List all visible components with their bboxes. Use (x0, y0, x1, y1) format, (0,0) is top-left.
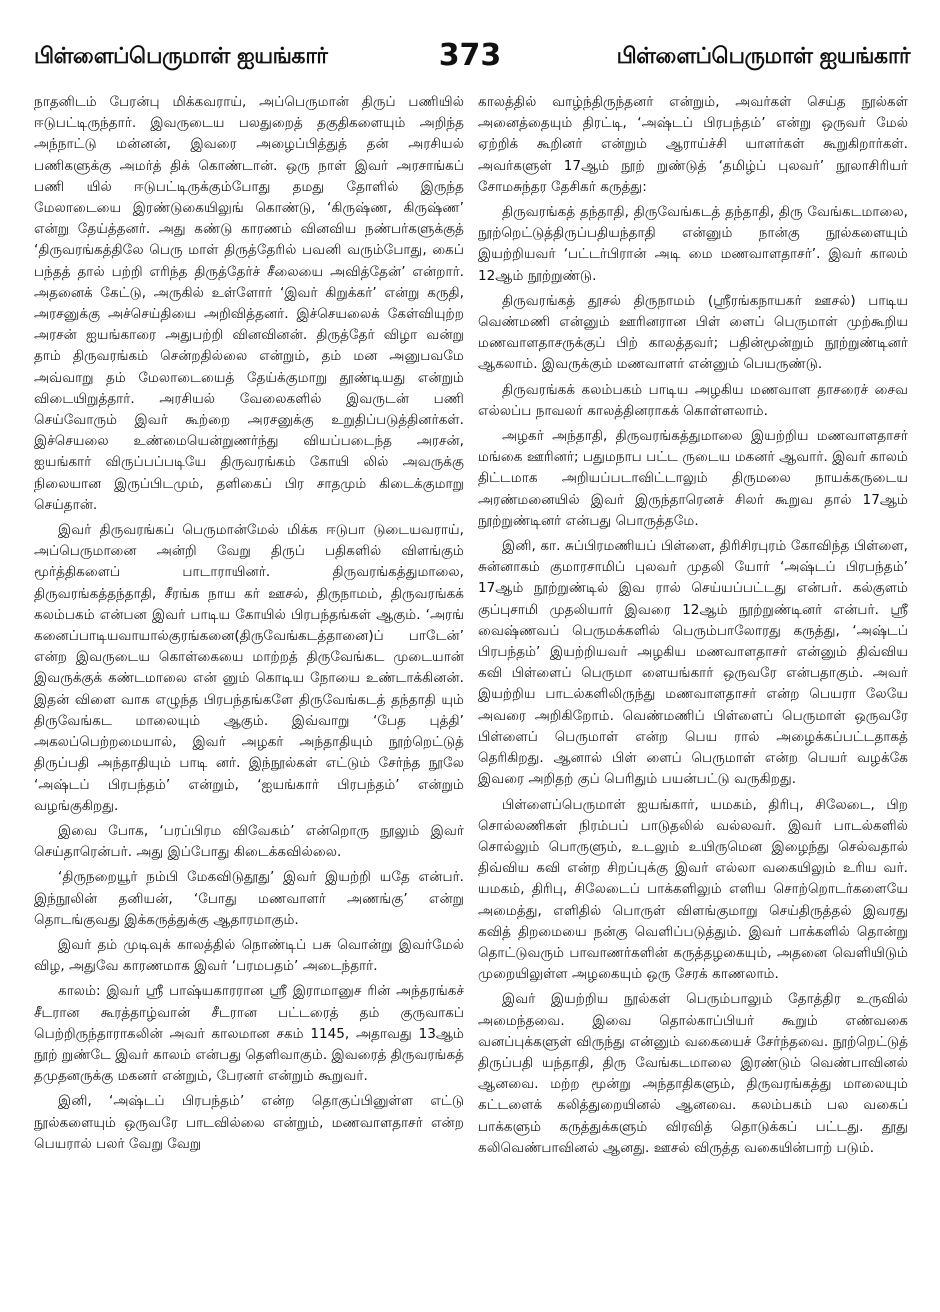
paragraph: இனி, கா. சுப்பிரமணியப் பிள்ளை, திரிசிரபுரம் கோவிந்த பிள்ளை, சுன்னாகம் குமாரசாமிப் புலவர் முதலி யோர் ‘அஷ்டப் பிரபந்தம்’ 17ஆம் நூற்றுண்டில் இவ ரால் செய்யப்பட்டது என்பர். கல்குளம் குப்புசாமி முதலியார் இவரை 12ஆம் நூற்றுண்டினர் என்பர். ஸ்ரீ வைஷ்ணவப் பெருமக்களில் பெரும்பாலோரது கருத்து, ‘அஷ்டப் பிரபந்தம்’ இயற்றியவர் அழகிய மணவாளதாசர் என்னும் திவ்விய கவி பிள்ளைப் பெருமா ளையங்கார் ஒருவரே என்பதாகும். அவர் இயற்றிய பாடல்களிலிருந்து மணவாளதாசர் என்ற பெயரா லேயே அவரை அறிகிறோம். வெண்மணிப் பிள்ளைப் பெருமாள் ஒருவரே பிள்ளைப் பெருமாள் என்ற பெய ரால் அழைக்கப்பட்டதாகத் தெரிகிறது. ஆனால் பிள் ளைப் பெருமாள் என்ற பெயர் வழக்கே இவரை அறிதற் குப் பெரிதும் பயன்பட்டு வருகிறது. (478, 538, 908, 788)
paragraph: இவர் திருவரங்கப் பெருமான்மேல் மிக்க ஈடுபா டுடையவராய், அப்பெருமானை அன்றி வேறு திருப் பதிகளில் விளங்கும் மூர்த்திகளைப் பாடாராயினர். திருவரங்கத்துமாலை, திருவரங்கத்தந்தாதி, சீரங்க நாய கர் ஊசல், திருநாமம், திருவரங்கக் கலம்பகம் என்பன இவர் பாடிய கோயில் பிரபந்தங்கள் ஆகும். ‘அரங் கனைப்பாடியவாயால்குரங்கனை(திருவேங்கடத்தானை)ப் பாடேன்’ என்ற இவருடைய கொள்கையை மாற்றத் திருவேங்கட முடையான் இவருக்குக் கண்டமாலை என் னும் கொடிய நோயை உண்டாக்கினன். இதன் விளை வாக எழுந்த பிரபந்தங்களே திருவேங்கடத் தந்தாதி யும் திருவேங்கட மாலையும் ஆகும். இவ்வாறு ‘பேத புத்தி’ அகலப்பெற்றமையால், இவர் அழகர் அந்தாதியும் நூற்றெட்டுத் திருப்பதி அந்தாதியும் பாடி னர். இந்நூல்கள் எட்டும் சேர்ந்த நூலே ‘அஷ்டப் பிரபந்தம்’ என்றும், ‘ஐயங்கார் பிரபந்தம்’ என்றும் வழங்குகிறது. (34, 522, 464, 814)
paragraph: இவர் தம் முடிவுக் காலத்தில் நொண்டிப் பசு வொன்று இவர்மேல் விழ, அதுவே காரணமாக இவர் ‘பரமபதம்’ அடைந்தார். (34, 936, 464, 975)
paragraph: காலம்: இவர் ஸ்ரீ பாஷ்யகாரரான ஸ்ரீ இராமானுச ரின் அந்தரங்கச் சீடரான கூரத்தாழ்வான் சீடரான பட்டரைத் தம் குருவாகப் பெற்றிருந்தாராகலின் அவர் காலமான சகம் 1145, அதாவது 13ஆம் நூற் றுண்டே இவர் காலம் என்பது தெளிவாகும். இவரைத் திருவரங்கத் தமுதனருக்கு மகனர் என்றும், பேரனர் என்றும் கூறுவர். (34, 983, 464, 1085)
paragraph: திருவரங்கக் கலம்பகம் பாடிய அழகிய மணவாள தாசரைச் சைவ எல்லப்ப நாவலர் காலத்தினராகக் கொள்ளலாம். (478, 381, 908, 419)
paragraph: திருவரங்கத் தந்தாதி, திருவேங்கடத் தந்தாதி, திரு வேங்கடமாலை, நூற்றெட்டுத்திருப்பதியந்தாதி என்னும் நான்கு நூல்களையும் இயற்றியவர் ‘பட்டர்பிரான் அடி மை மணவாளதாசர்’. இவர் காலம் 12ஆம் நூற்றுண்டு. (478, 204, 908, 284)
paragraph: காலத்தில் வாழ்ந்திருந்தனர் என்றும், அவர்கள் செய்த நூல்கள் அனைத்தையும் திரட்டி, ‘அஷ்டப் பிரபந்தம்’ என்று ஒருவர் மேல் ஏற்றிக் கூறினர் என்றும் ஆராய்ச்சி யாளர்கள் கூறுகிறார்கள். அவர்களுள் 17ஆம் நூற் றுண்டுத் ‘தமிழ்ப் புலவர்’ நூலாசிரியர் சோமசுந்தர தேசிகர் கருத்து: (478, 94, 908, 195)
paragraph: திருவரங்கத் தூசல் திருநாமம் (ஸ்ரீரங்கநாயகர் ஊசல்) பாடிய வெண்மணி என்னும் ஊரினரான பிள் ளைப் பெருமாள் முற்கூறிய மணவாளதாசருக்குப் பிற் காலத்தவர்; பதின்மூன்றும் நூற்றுண்டினர் ஆகலாம். இவருக்கும் மணவாளர் என்னும் பெயருண்டு. (478, 292, 908, 373)
paragraph: அழகர் அந்தாதி, திருவரங்கத்துமாலை இயற்றிய மணவாளதாசர் மங்கை ஊரினர்; பதுமநாப பட்ட ருடைய மகனர் ஆவார். இவர் காலம் திட்டமாக அறியப்படாவிட்டாலும் திருமலை நாயக்கருடைய அரண்மனையில் இவர் இருந்தாரெனச் சிலர் கூறுவ தால் 17ஆம் நூற்றுண்டினர் என்பது பொருத்தமே. (478, 428, 908, 529)
right-column (478, 92, 908, 1292)
running-header-left: பிள்ளைப்பெருமாள் ஐயங்கார் (34, 44, 328, 69)
paragraph: நாதனிடம் பேரன்பு மிக்கவராய், அப்பெருமான் திருப் பணியில் ஈடுபட்டிருந்தார். இவருடைய பலதுறைத் தகுதிகளையும் அறிந்த அந்நாட்டு மன்னன், இவரை அழைப்பித்துத் தன் அரசியல் பணிகளுக்கு அமர்த் திக் கொண்டான். ஒரு நாள் இவர் அரசாங்கப் பணி யில் ஈடுபட்டிருக்கும்போது தமது தோளில் இருந்த மேலாடையை இரண்டுகையிலுங் கொண்டு, ‘கிருஷ்ண, கிருஷ்ண’ என்று தேய்த்தனர். அது கண்டு காரணம் வினவிய நண்பர்களுக்குத் ‘திருவரங்கத்திலே பெரு மாள் திருத்தேரில் பவனி வரும்போது, கைப் பந்தத் தால் பற்றி எரிந்த திருத்தேர்ச் சீலையை அவித்தேன்’ என்றார். அதனைக் கேட்டு, அருகில் உள்ளோர் ‘இவர் கிறுக்கர்’ என்று கருதி, அரசனுக்கு அச்செய்தியை அறிவித்தனர். இச்செயலைக் கேள்வியுற்ற அரசன் ஐயங்காரை அதுபற்றி வினவினன். திருத்தேர் விழா வன்று தாம் திருவரங்கம் சென்றதில்லை என்றும், தம் மன அனுபவமே அவ்வாறு தம் மேலாடையைத் தேய்க்குமாறு தூண்டியது என்றும் விடையிறுத்தார். அரசியல் வேலைகளில் இவருடன் பணி செய்வோரும் இவர் கூற்றை அரசனுக்கு உறுதிப்படுத்தினர்கள். இச்செயலை உண்மையென்றுணர்ந்து வியப்படைந்த அரசன், ஐயங்கார் விருப்பப்படியே திருவரங்கம் கோயி லில் அவருக்கு நிலையான இருப்பிடமும், தளிகைப் பிர சாதமும் கிடைக்குமாறு செய்தான். (34, 94, 464, 513)
left-column (34, 92, 464, 1292)
page-number: 373 (438, 38, 502, 73)
paragraph: இவர் இயற்றிய நூல்கள் பெரும்பாலும் தோத்திர உருவில் அமைந்தவை. இவை தொல்காப்பியர் கூறும் எண்வகை வனப்புக்களுள் விருந்து என்னும் வகையைச் சேர்ந்தவை. நூற்றெட்டுத் திருப்பதி யந்தாதி, திரு வேங்கடமாலை இரண்டும் வெண்பாவினல் ஆனவை. மற்ற மூன்று அந்தாதிகளும், திருவரங்கத்து மாலையும் கட்டளைக் கலித்துறையினல் ஆனவை. கலம்பகம் பல வகைப் பாக்களும் கருத்துக்களும் விரவித் தொடுக்கப் பட்டது. தூது கலிவெண்பாவினல் ஆனது. ஊசல் விருத்த வகையின்பாற் படும். (478, 991, 908, 1156)
paragraph: பிள்ளைப்பெருமாள் ஐயங்கார், யமகம், திரிபு, சிலேடை, பிற சொல்லணிகள் நிரம்பப் பாடுதலில் வல்லவர். இவர் பாடல்களில் சொல்லும் பொருளும், உடலும் உயிருமென இழைந்து செல்வதால் திவ்விய கவி என்ற சிறப்புக்கு இவர் எல்லா வகையிலும் உரிய வர். யமகம், திரிபு, சிலேடைப் பாக்களிலும் எளிய சொற்றொடர்களையே அமைத்து, எளிதில் பொருள் விளங்குமாறு செய்திருத்தல் இவரது கவித் திறமையை நன்கு வெளிப்படுத்தும். இவர் பாக்களில் தொன்று தொட்டுவரும் பாவாணர்களின் கருத்தழகையும், அதனை வெளியிடும் முறையிலுள்ள அழகையும் ஒரு சேரக் காணலாம். (478, 796, 908, 983)
paragraph: ‘திருநறையூர் நம்பி மேகவிடுதூது’ இவர் இயற்றி யதே என்பர். இந்நூலின் தனியன், ‘போது மணவாளர் அணங்கு’ என்று தொடங்குவது இக்கருத்துக்கு ஆதாரமாகும். (34, 869, 464, 928)
paragraph: இனி, ‘அஷ்டப் பிரபந்தம்’ என்ற தொகுப்பினுள்ள எட்டு நூல்களையும் ஒருவரே பாடவில்லை என்றும், மணவாளதாசர் என்ற பெயரால் பலர் வேறு வேறு (34, 1093, 464, 1152)
running-header-right: பிள்ளைப்பெருமாள் ஐயங்கார் (616, 44, 910, 69)
paragraph: இவை போக, ‘பரப்பிரம விவேகம்’ என்றொரு நூலும் இவர் செய்தாரென்பர். அது இப்போது கிடைக்கவில்லை. (34, 822, 464, 861)
